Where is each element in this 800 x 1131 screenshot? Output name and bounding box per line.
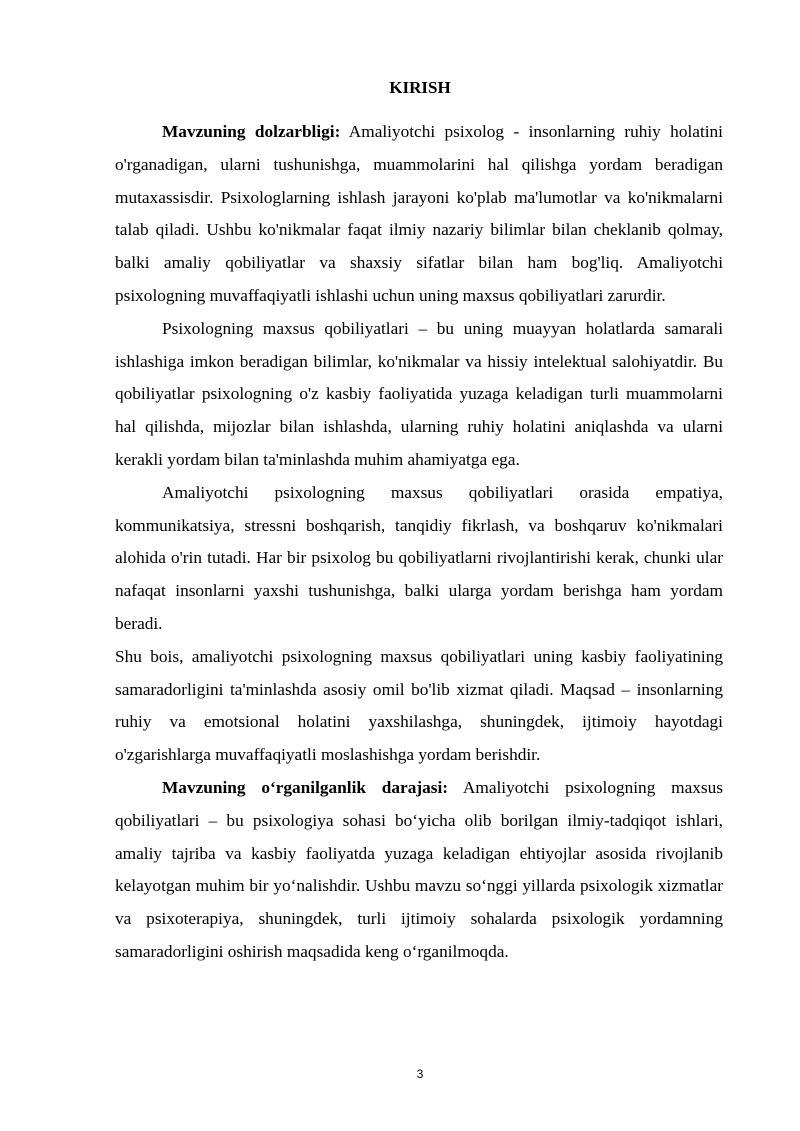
paragraph-abilities-list	[115, 477, 723, 641]
paragraph-text: Amaliyotchi psixolog - insonlarning ruhiy holatini o'rganadigan, ularni tushunishga, muammolarini hal qilishga yordam beradigan mutaxassisdir. Psixologlarning ishlash jarayoni ko'plab ma'lumotlar va ko'nikmalarni talab qiladi. Ushbu ko'nikmalar faqat ilmiy nazariy bilimlar bilan cheklanib qolmay, balki amaliy qobiliyatlar va shaxsiy sifatlar bilan ham bog'liq. Amaliyotchi psixologning muvaffaqiyatli ishlashi uchun uning maxsus qobiliyatlari zarurdir.	[115, 122, 723, 305]
paragraph-text: Shu bois, amaliyotchi psixologning maxsus qobiliyatlari uning kasbiy faoliyatining samaradorligini ta'minlashda asosiy omil bo'lib xizmat qiladi. Maqsad – insonlarning ruhiy va emotsional holatini yaxshilashga, shuningdek, ijtimoiy hayotdagi o'zgarishlarga muvaffaqiyatli moslashishga yordam berishdir.	[115, 646, 723, 765]
paragraph-lead: Mavzuning dolzarbligi:	[162, 122, 341, 141]
section-title: KIRISH	[389, 78, 451, 97]
paragraph-lead: Mavzuning oʻrganilganlik darajasi:	[162, 777, 449, 797]
page-number: 3	[416, 1067, 424, 1081]
body-text	[115, 116, 723, 969]
paragraph-special-abilities	[115, 313, 723, 477]
paragraph-text: Psixologning maxsus qobiliyatlari – bu uning muayyan holatlarda samarali ishlashiga imkon beradigan bilimlar, ko'nikmalar va hissiy intelektual salohiyatdir. Bu qobiliyatlar psixologning o'z kasbiy faoliyatida yuzaga keladigan turli muammolarni hal qilishda, mijozlar bilan ishlashda, ularning ruhiy holatini aniqlashda va ularni kerakli yordam bilan ta'minlashda muhim ahamiyatga ega.	[115, 318, 723, 469]
paragraph-text: Amaliyotchi psixologning maxsus qobiliyatlari orasida empatiya, kommunikatsiya, stressni boshqarish, tanqidiy fikrlash, va boshqaruv ko'nikmalari alohida o'rin tutadi. Har bir psixolog bu qobiliyatlarni rivojlantirishi kerak, chunki ular nafaqat insonlarni yaxshi tushunishga, balki ularga yordam berishga ham yordam beradi.	[115, 482, 723, 633]
paragraph-conclusion	[115, 641, 723, 772]
paragraph-study-level	[115, 772, 723, 969]
paragraph-relevance	[115, 116, 723, 313]
paragraph-text: Amaliyotchi psixologning maxsus qobiliyatlari – bu psixologiya sohasi boʻyicha olib borilgan ilmiy-tadqiqot ishlari, amaliy tajriba va kasbiy faoliyatda yuzaga keladigan ehtiyojlar asosida rivojlanib kelayotgan muhim bir yoʻnalishdir. Ushbu mavzu soʻnggi yillarda psixologik xizmatlar va psixoterapiya, shuningdek, turli ijtimoiy sohalarda psixologik yordamning samaradorligini oshirish maqsadida keng oʻrganilmoqda.	[115, 777, 723, 961]
